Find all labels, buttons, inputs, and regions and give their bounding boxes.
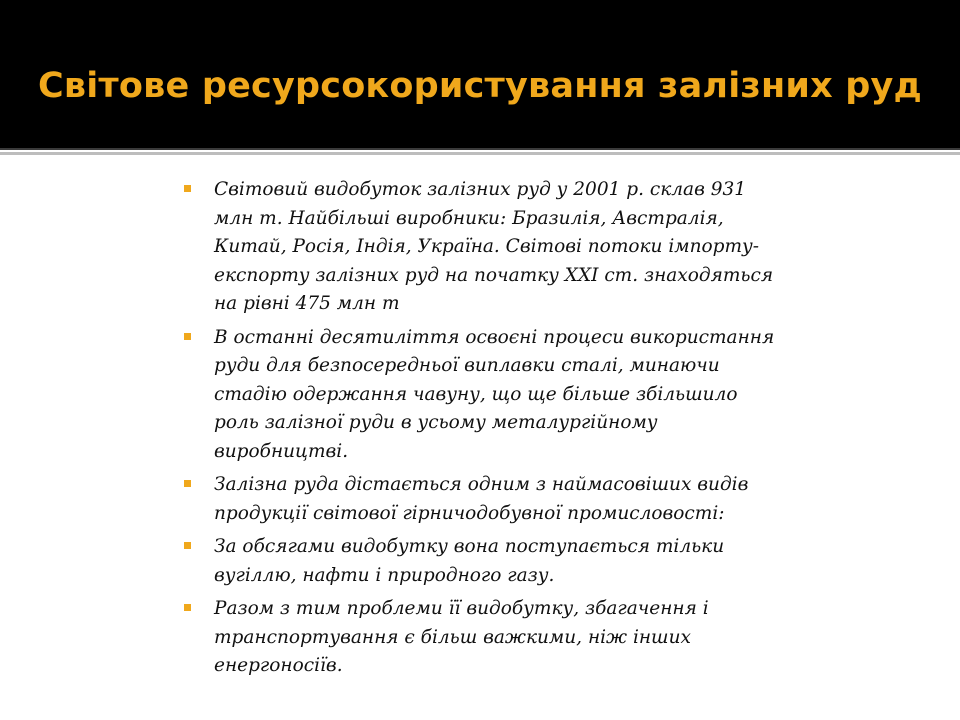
slide-title: Світове ресурсокористування залізних руд	[38, 66, 922, 106]
title-band	[0, 0, 960, 148]
bullet-list	[180, 176, 780, 681]
bullet-text: За обсягами видобутку вона поступається тільки вугіллю, нафти і природного газу.	[214, 536, 725, 586]
title-divider-dark	[0, 148, 960, 150]
bullet-text: Світовий видобуток залізних руд у 2001 р. склав 931 млн т. Найбільші виробники: Бразилія, Австралія, Китай, Росія, Індія, Україна. Світові потоки імпорту-експорту залізних руд на початку XXI ст. знаходяться на рівні 475 млн т	[214, 179, 774, 314]
bullet-item	[180, 595, 780, 681]
square-bullet-icon	[184, 480, 191, 487]
square-bullet-icon	[184, 542, 191, 549]
bullet-text: В останні десятиліття освоєні процеси використання руди для безпосередньої виплавки сталі, минаючи стадію одержання чавуну, що ще більше збільшило роль залізної руди в усьому металургійному виробництві.	[214, 326, 775, 462]
title-divider-light	[0, 152, 960, 155]
slide-content	[180, 176, 780, 686]
bullet-item	[180, 533, 780, 590]
square-bullet-icon	[184, 604, 191, 611]
bullet-text: Разом з тим проблеми її видобутку, збагачення і транспортування є більш важкими, ніж інших енергоносіїв.	[214, 598, 709, 676]
bullet-item	[180, 176, 780, 319]
square-bullet-icon	[184, 333, 191, 340]
bullet-item	[180, 324, 780, 467]
square-bullet-icon	[184, 185, 191, 192]
bullet-item	[180, 471, 780, 528]
bullet-text: Залізна руда дістається одним з наймасовіших видів продукції світової гірничодобувної промисловості:	[214, 474, 749, 524]
